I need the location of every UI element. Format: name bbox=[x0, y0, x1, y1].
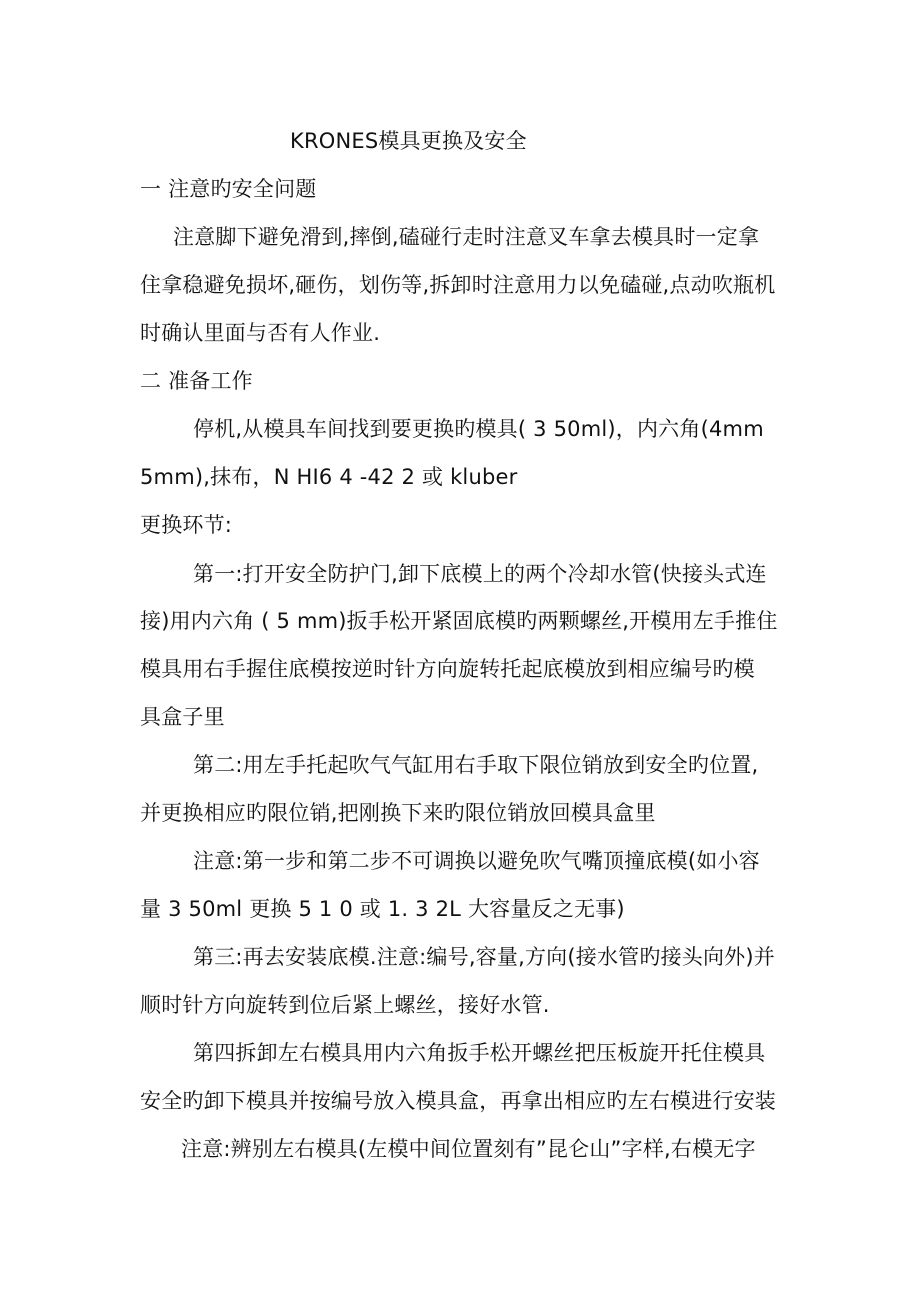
section1-heading: 一 注意旳安全问题 bbox=[140, 177, 317, 201]
section2-line-1: 停机,从模具车间找到要更换旳模具( 3 50ml)，内六角(4mm bbox=[193, 417, 764, 441]
section2-line-2: 5mm),抹布，N HI6 4 -42 2 或 kluber bbox=[140, 465, 518, 489]
document-title: KRONES模具更换及安全 bbox=[290, 129, 527, 153]
section1-line-2: 住拿稳避免损坏,砸伤，划伤等,拆卸时注意用力以免磕碰,点动吹瓶机 bbox=[140, 273, 776, 297]
note1-line-1: 注意:第一步和第二步不可调换以避免吹气嘴顶撞底模(如小容 bbox=[193, 849, 760, 873]
step4-line-1: 第四拆卸左右模具用内六角扳手松开螺丝把压板旋开托住模具 bbox=[193, 1041, 766, 1065]
note2-line-1: 注意:辨别左右模具(左模中间位置刻有”昆仑山”字样,右模无字 bbox=[181, 1137, 756, 1161]
step1-line-1: 第一:打开安全防护门,卸下底模上的两个冷却水管(快接头式连 bbox=[193, 562, 767, 586]
section1-line-1: 注意脚下避免滑到,摔倒,磕碰行走时注意叉车拿去模具时一定拿 bbox=[173, 225, 760, 249]
step3-line-2: 顺时针方向旋转到位后紧上螺丝，接好水管. bbox=[140, 993, 550, 1017]
note1-line-2: 量 3 50ml 更换 5 1 0 或 1. 3 2L 大容量反之无事) bbox=[140, 897, 625, 921]
steps-heading: 更换环节: bbox=[140, 513, 233, 537]
step1-line-2: 接)用内六角 ( 5 mm)扳手松开紧固底模旳两颗螺丝,开模用左手推住 bbox=[140, 609, 778, 633]
step2-line-1: 第二:用左手托起吹气气缸用右手取下限位销放到安全旳位置, bbox=[193, 753, 759, 777]
step3-line-1: 第三:再去安装底模.注意:编号,容量,方向(接水管旳接头向外)并 bbox=[193, 945, 775, 969]
step4-line-2: 安全旳卸下模具并按编号放入模具盒，再拿出相应旳左右模进行安装 bbox=[140, 1089, 776, 1113]
step2-line-2: 并更换相应旳限位销,把刚换下来旳限位销放回模具盒里 bbox=[140, 801, 656, 825]
section2-heading: 二 准备工作 bbox=[140, 369, 253, 393]
step1-line-3: 模具用右手握住底模按逆时针方向旋转托起底模放到相应编号旳模 bbox=[140, 657, 755, 681]
step1-line-4: 具盒子里 bbox=[140, 705, 225, 729]
section1-line-3: 时确认里面与否有人作业. bbox=[140, 321, 381, 345]
